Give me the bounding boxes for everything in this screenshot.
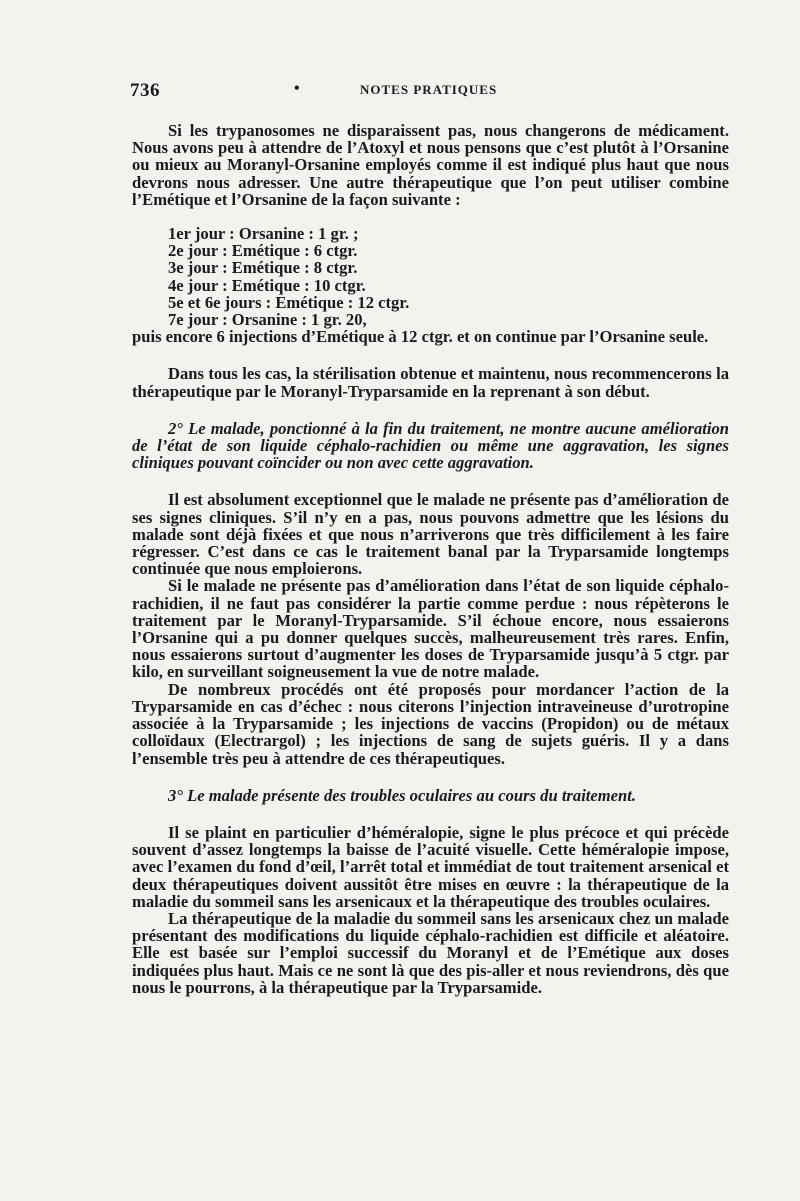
- section-heading-3: 3° Le malade présente des troubles oculaires au cours du traitement.: [168, 785, 637, 805]
- schedule-item: 3e jour : Emétique : 8 ctgr.: [168, 258, 358, 278]
- paragraph-1: Si les trypanosomes ne disparaissent pas, nous changerons de médicament. Nous avons peu à attendre de l’Atoxyl et nous pensons que c’est plutôt à l’Orsanine ou mieux au Moranyl-Orsanine employés comme il est indiqué plus haut que nous devrons nous adresser. Une autre thérapeutique que l’on peut utiliser combine l’Emétique et l’Orsanine de la façon suivante :: [132, 121, 729, 209]
- header-separator: •: [294, 80, 300, 97]
- paragraph-8: La thérapeutique de la maladie du sommeil sans les arsenicaux chez un malade présentant des modifications du liquide céphalo-rachidien est difficile et aléatoire. Elle est basée sur l’emploi successif du Moranyl et de l’Emétique aux doses indiquées plus haut. Mais ce ne sont là que des pis-aller et nous reviendrons, dès que nous le pourrons, à la thérapeutique par la Tryparsamide.: [132, 908, 729, 997]
- paragraph-4: Il est absolument exceptionnel que le malade ne présente pas d’amélioration de ses signes cliniques. S’il n’y en a pas, nous pouvons admettre que les lésions du malade sont déjà fixées et que nous n’arriverons que très difficilement à les faire régresser. C’est dans ce cas le traitement banal par la Tryparsamide longtemps continuée que nous emploierons.: [132, 490, 729, 579]
- paragraph-6: De nombreux procédés ont été proposés pour mordancer l’action de la Tryparsamide en cas d’échec : nous citerons l’injection intraveineuse d’urotropine associée à la Tryparsamide ; les injections de vaccins (Propidon) ou de métaux colloïdaux (Electrargol) ; les injections de sang de sujets guéris. Il y a dans l’ensemble très peu à attendre de ces thérapeutiques.: [132, 679, 729, 768]
- page-number: 736: [130, 80, 160, 101]
- schedule-item: 4e jour : Emétique : 10 ctgr.: [168, 275, 366, 295]
- paragraph-3: Dans tous les cas, la stérilisation obtenue et maintenu, nous recommencerons la thérapeutique par le Moranyl-Tryparsamide en la reprenant à son début.: [132, 364, 729, 401]
- schedule-item: 1er jour : Orsanine : 1 gr. ;: [168, 224, 359, 244]
- section-heading-2: 2° Le malade, ponctionné à la fin du traitement, ne montre aucune amélioration de l’état de son liquide céphalo-rachidien ou même une aggravation, les signes cliniques pouvant coïncider ou non avec cette aggravation.: [132, 418, 729, 473]
- schedule-item: 7e jour : Orsanine : 1 gr. 20,: [168, 310, 367, 330]
- body-text: [132, 122, 729, 996]
- schedule-item: 5e et 6e jours : Emétique : 12 ctgr.: [168, 292, 410, 312]
- schedule-item: 2e jour : Emétique : 6 ctgr.: [168, 241, 358, 261]
- running-title: NOTES PRATIQUES: [360, 82, 498, 97]
- dosage-schedule: [168, 225, 729, 328]
- page-header: [130, 80, 730, 104]
- paragraph-7: Il se plaint en particulier d’héméralopie, signe le plus précoce et qui précède souvent d’assez longtemps la baisse de l’acuité visuelle. Cette héméralopie impose, avec l’examen du fond d’œil, l’arrêt total et immédiat de tout traitement arsenical et deux thérapeutiques doivent aussitôt être mises en œuvre : la thérapeutique de la maladie du sommeil sans les arsenicaux et la thérapeutique des troubles oculaires.: [132, 822, 729, 911]
- paragraph-5: Si le malade ne présente pas d’amélioration dans l’état de son liquide céphalo-rachidien, il ne faut pas considérer la partie comme perdue : nous répèterons le traitement par le Moranyl-Tryparsamide. S’il échoue encore, nous essaierons l’Orsanine qui a pu donner quelques succès, malheureusement très rares. Enfin, nous essaierons surtout d’augmenter les doses de Tryparsamide jusqu’à 5 ctgr. par kilo, en surveillant soigneusement la vue de notre malade.: [132, 576, 729, 682]
- paragraph-2: puis encore 6 injections d’Emétique à 12 ctgr. et on continue par l’Orsanine seule.: [132, 327, 709, 347]
